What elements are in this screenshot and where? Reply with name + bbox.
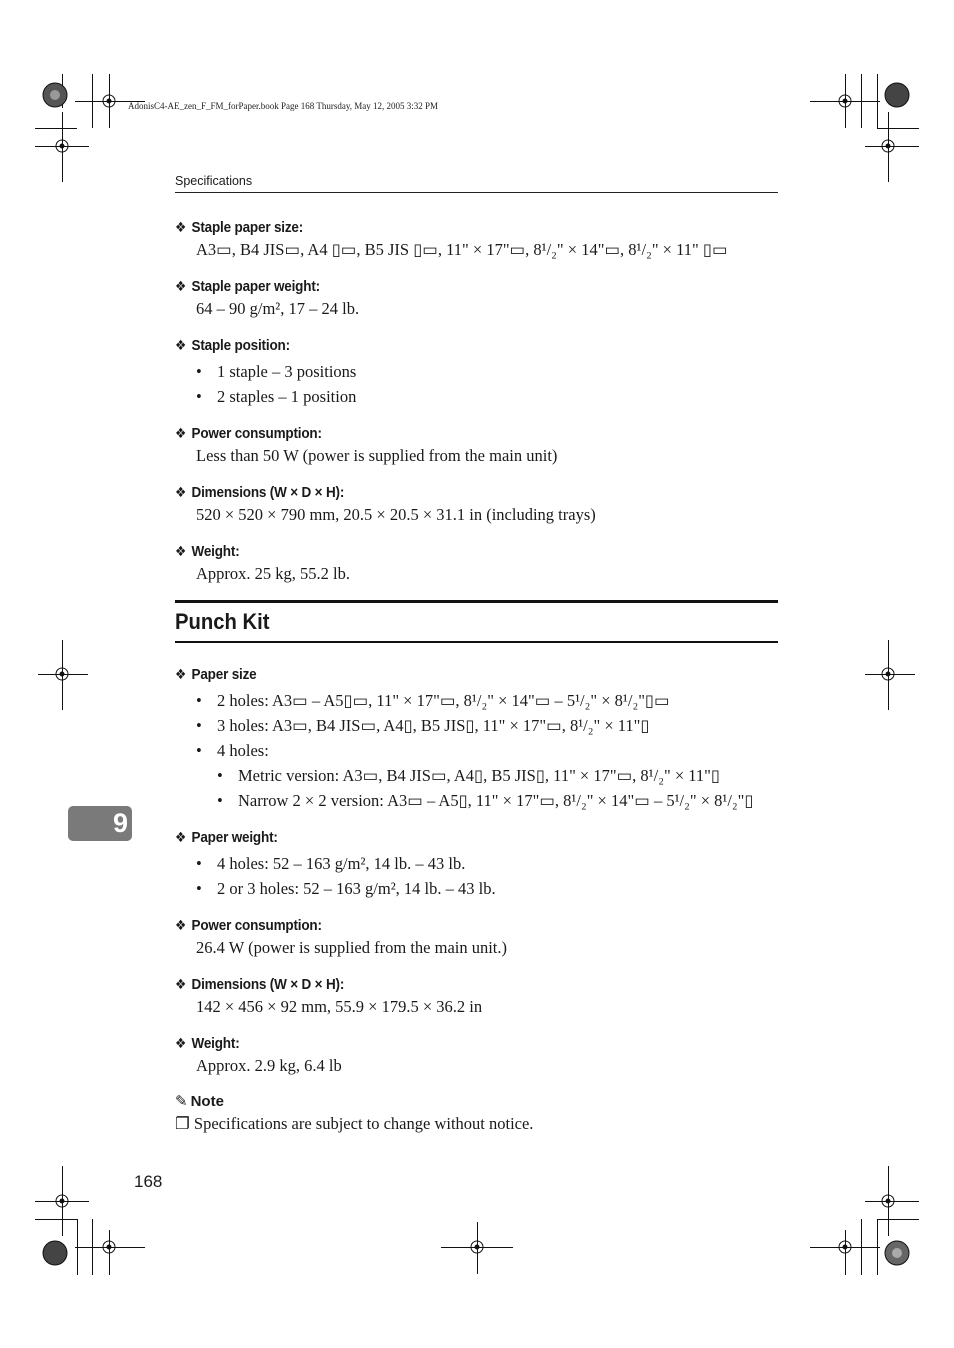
list-item: • 1 staple – 3 positions [196,361,785,382]
list-item: • 2 or 3 holes: 52 – 163 g/m², 14 lb. – 43 lb. [196,878,785,899]
spec-label: Staple paper size: [191,219,304,236]
sub-bullet-list [217,765,785,811]
spec-label: Paper size [191,666,257,683]
note-heading: Note [190,1093,224,1110]
spec-label: Power consumption: [191,425,322,442]
spec-label: Weight: [191,1035,240,1052]
list-item [196,740,785,811]
spec-punch-dimensions [175,973,785,1017]
diamond-cross-icon: ❖ [175,917,187,933]
diamond-cross-icon: ❖ [175,543,187,559]
sub-list-item: • Metric version: A3▭, B4 JIS▭, A4▯, B5 JIS▯, 11" × 17"▭, 8¹/₂" × 11"▯ [217,765,785,786]
note-item: Specifications are subject to change without notice. [193,1114,534,1133]
list-item: • 4 holes: 52 – 163 g/m², 14 lb. – 43 lb. [196,853,785,874]
list-item: • 2 holes: A3▭ – A5▯▭, 11" × 17"▭, 8¹/₂" × 14"▭ – 5¹/₂" × 8¹/₂"▯▭ [196,690,785,711]
spec-weight [175,540,785,584]
spec-value: A3▭, B4 JIS▭, A4 ▯▭, B5 JIS ▯▭, 11" × 17"▭, 8¹/₂" × 14"▭, 8¹/₂" × 11" ▯▭ [196,240,728,259]
section-title: Punch Kit [175,609,270,634]
spec-staple-paper-size [175,216,785,260]
sub-list-item: • Narrow 2 × 2 version: A3▭ – A5▯, 11" × 17"▭, 8¹/₂" × 14"▭ – 5¹/₂" × 8¹/₂"▯ [217,790,785,811]
spec-power-consumption [175,422,785,466]
checkbox-icon: ❐ [175,1114,194,1133]
bullet-list [175,690,785,811]
list-item: • 2 staples – 1 position [196,386,785,407]
spec-label: Paper weight: [191,829,278,846]
spec-label: Weight: [191,543,240,560]
spec-staple-paper-weight [175,275,785,319]
diamond-cross-icon: ❖ [175,976,187,992]
page-content [175,216,785,1135]
spec-staple-position [175,334,785,407]
diamond-cross-icon: ❖ [175,278,187,294]
chapter-tab: 9 [68,806,132,841]
diamond-cross-icon: ❖ [175,666,187,682]
spec-dimensions [175,481,785,525]
bullet-list [175,361,785,407]
spec-value: Less than 50 W (power is supplied from the main unit) [196,446,558,465]
spec-label: Dimensions (W × D × H): [191,484,345,501]
spec-value: Approx. 2.9 kg, 6.4 lb [196,1056,342,1075]
spec-label: Staple paper weight: [191,278,320,295]
spec-punch-weight [175,1032,785,1076]
note-block [175,1091,785,1135]
diamond-cross-icon: ❖ [175,337,187,353]
list-item-text: 4 holes: [217,741,269,760]
pencil-icon: ✎ [175,1093,188,1110]
list-item: • 3 holes: A3▭, B4 JIS▭, A4▯, B5 JIS▯, 11" × 17"▭, 8¹/₂" × 11"▯ [196,715,785,736]
spec-value: 26.4 W (power is supplied from the main unit.) [196,938,508,957]
book-info-line: AdonisC4-AE_zen_F_FM_forPaper.book Page 168 Thursday, May 12, 2005 3:32 PM [128,101,438,111]
diamond-cross-icon: ❖ [175,484,187,500]
diamond-cross-icon: ❖ [175,829,187,845]
bullet-list [175,853,785,899]
spec-value: 64 – 90 g/m², 17 – 24 lb. [196,299,360,318]
diamond-cross-icon: ❖ [175,219,187,235]
diamond-cross-icon: ❖ [175,425,187,441]
diamond-cross-icon: ❖ [175,1035,187,1051]
running-head: Specifications [175,174,253,188]
spec-value: 142 × 456 × 92 mm, 55.9 × 179.5 × 36.2 in [196,997,483,1016]
spec-label: Power consumption: [191,917,322,934]
spec-paper-size [175,663,785,811]
page-number: 168 [134,1172,163,1191]
spec-punch-power [175,914,785,958]
section-heading-bar [175,600,778,643]
spec-label: Dimensions (W × D × H): [191,976,345,993]
spec-paper-weight [175,826,785,899]
spec-value: Approx. 25 kg, 55.2 lb. [196,564,350,583]
spec-label: Staple position: [191,337,290,354]
spec-value: 520 × 520 × 790 mm, 20.5 × 20.5 × 31.1 in (including trays) [196,505,596,524]
header-rule [175,192,778,193]
